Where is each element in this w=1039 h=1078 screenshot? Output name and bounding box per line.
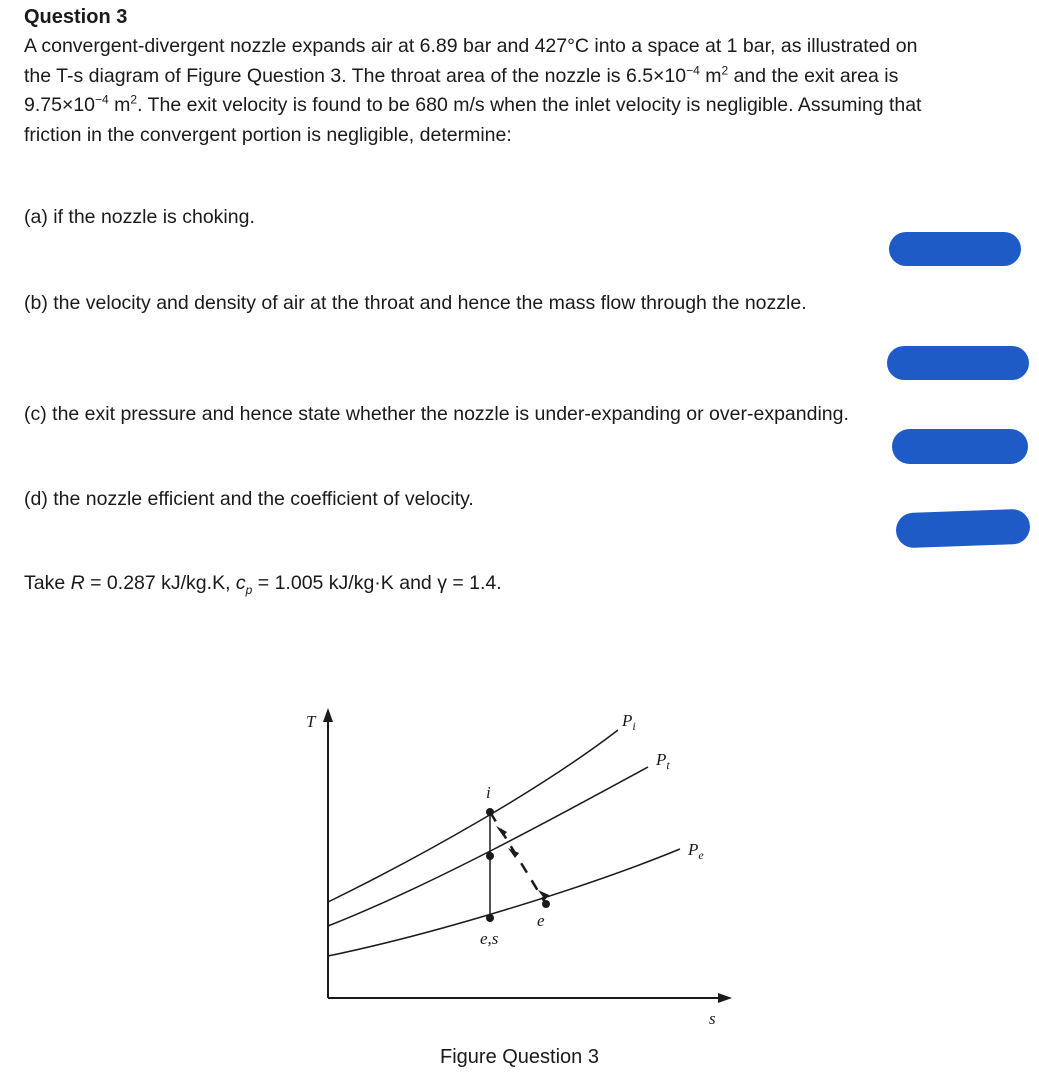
part-a: (a) if the nozzle is choking. <box>24 206 255 228</box>
point-throat <box>486 852 494 860</box>
point-label-exit-isentropic: e,s <box>480 929 499 948</box>
figure-caption: Figure Question 3 <box>440 1046 599 1068</box>
t-axis-arrow-icon <box>323 708 333 722</box>
s-axis-label: s <box>709 1009 716 1028</box>
part-b: (b) the velocity and density of air at the throat and hence the mass flow through the nozzle. <box>24 292 807 314</box>
point-inlet <box>486 808 494 816</box>
body-line-1: A convergent-divergent nozzle expands air at 6.89 bar and 427°C into a space at 1 bar, as illustrated on <box>24 35 918 57</box>
part-d: (d) the nozzle efficient and the coefficient of velocity. <box>24 488 474 510</box>
point-exit-actual <box>542 900 550 908</box>
body-line-4: friction in the convergent portion is negligible, determine: <box>24 123 512 146</box>
body-line-2: the T-s diagram of Figure Question 3. The throat area of the nozzle is $6.5\times 10^{-4}$ $m^2$ and the exit area is <box>24 63 899 87</box>
isobar-label-throat: $P_t$ <box>656 750 670 772</box>
isobar-label-exit: $P_e$ <box>688 840 704 862</box>
point-label-exit: e <box>537 911 545 930</box>
isobar-label-inlet: $P_i$ <box>622 711 636 733</box>
given-constants: Take R = 0.287 kJ/kg.K, $c_p = 1.005$ kJ/kg·K and γ = 1.4. <box>24 572 502 597</box>
isobar-inlet <box>328 730 618 902</box>
part-c: (c) the exit pressure and hence state whether the nozzle is under-expanding or over-expanding. <box>24 403 849 425</box>
point-label-inlet: i <box>486 783 491 802</box>
path-arrow-icon <box>496 826 507 836</box>
question-title: Question 3 <box>24 6 128 28</box>
isobar-exit <box>328 849 680 956</box>
point-exit-isentropic <box>486 914 494 922</box>
body-line-3: $9.75\times 10^{-4}$ $m^2$. The exit velocity is found to be 680 m/s when the inlet velocity is negligible. Assuming that <box>24 92 922 116</box>
t-axis-label: T <box>306 712 316 731</box>
s-axis-arrow-icon <box>718 993 732 1003</box>
